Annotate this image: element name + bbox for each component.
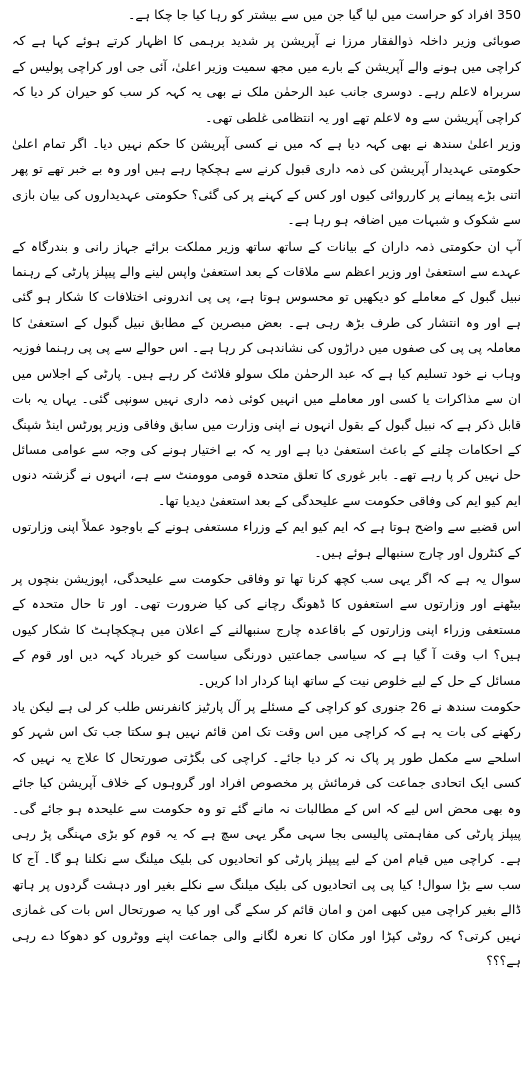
paragraph-conference-conclusion: حکومت سندھ نے 26 جنوری کو کراچی کے مسئلے پر آل پارٹیز کانفرنس طلب کر لی ہے لیکن یاد رکھنے کی بات یہ ہے کہ کراچی میں اس وقت تک امن قائم نہیں ہو سکتا جب تک اس شہر کو اسلحے سے مکمل طور پر پاک نہ کر دیا جائے۔ کراچی کی بگڑتی صورتحال کا علاج یہ نہیں کہ کسی ایک اتحادی جماعت کی فرمائش پر مخصوص افراد اور گروہوں کے خلاف آپریشن کیا جائے وہ بھی محض اس لیے کہ اس کے مطالبات نہ مانے گئے تو وہ حکومت سے علیحدہ ہو جائے گی۔ پیپلز پارٹی کی مفاہمتی پالیسی بجا سہی مگر یہی سچ ہے کہ یہ قوم کو بڑی مہنگی پڑ رہی ہے۔ کراچی میں قیام امن کے لیے پیپلز پارٹی کو اتحادیوں کی بلیک میلنگ سے نکلنا ہو گا۔ آج کا سب سے بڑا سوال! کیا پی پی اتحادیوں کی بلیک میلنگ سے نکلے بغیر اور دہشت گردوں پر ہاتھ ڈالے بغیر کراچی میں کبھی امن و امان قائم کر سکے گی اور کیا یہ صورتحال اس بات کی غمازی نہیں کرتی؟ کہ روٹی کپڑا اور مکان کا نعرہ لگانے والی جماعت اپنے ووٹروں کو دھوکا دے رہی ہے؟؟؟ [12, 698, 521, 969]
paragraph-ministers-control: اس قضیے سے واضح ہوتا ہے کہ ایم کیو ایم کے وزراء مستعفی ہونے کے باوجود عملاً اپنی وزارتوں کے کنٹرول اور چارج سنبھالے ہوئے ہیں۔ [12, 519, 521, 560]
paragraph-home-minister-reaction: صوبائی وزیر داخلہ ذوالفقار مرزا نے آپریشن پر شدید برہمی کا اظہار کرتے ہوئے کہا ہے کہ کراچی میں ہونے والے آپریشن کے بارے میں مجھ سمیت وزیر اعلیٰ، آئی جی اور کراچی پولیس کے سربراہ لاعلم رہے۔ دوسری جانب عبد الرحمٰن ملک نے بھی یہ کہہ کر سب کو حیران کر دیا کہ کراچی آپریشن سے وہ لاعلم تھے اور یہ انتظامی غلطی تھی۔ [12, 33, 521, 125]
paragraph-question: سوال یہ ہے کہ اگر یہی سب کچھ کرنا تھا تو وفاقی حکومت سے علیحدگی، اپوزیشن بنچوں پر بیٹھنے اور وزارتوں سے استعفوں کا ڈھونگ رچانے کی کیا ضرورت تھی۔ اور تا حال متحدہ کے مستعفی وزراء اپنی وزارتوں کے باقاعدہ چارج سنبھالنے کے اعلان میں ہچکچاہٹ کا شکار کیوں ہیں؟ اب وقت آ گیا ہے کہ سیاسی جماعتیں دورنگی سیاست کو خیرباد کہہ دیں اور قوم کے مسائل کے حل کے لیے خلوص نیت کے ساتھ اپنا کردار ادا کریں۔ [12, 570, 521, 688]
paragraph-party-rifts: آپ ان حکومتی ذمہ داران کے بیانات کے ساتھ ساتھ وزیر مملکت برائے جہاز رانی و بندرگاہ کے عہدے سے استعفیٰ اور وزیر اعظم سے ملاقات کے بعد استعفیٰ واپس لینے والے پیپلز پارٹی کے رہنما نبیل گبول کے معاملے کو دیکھیں تو محسوس ہوتا ہے، پی پی اندرونی اختلافات کا شکار ہو گئی ہے اور وہ انتشار کی طرف بڑھ رہی ہے۔ بعض مبصرین کے مطابق نبیل گبول کے استعفیٰ کا معاملہ پی پی کی صفوں میں دراڑوں کی نشاندہی کر رہا ہے۔ اس حوالے سے پی پی رہنما فوزیہ وہاب نے خود تسلیم کیا ہے کہ عبد الرحمٰن ملک سولو فلائٹ کر رہے ہیں۔ پارٹی کے اجلاس میں ان سے مذاکرات یا کسی اور معاملے میں انہیں کوئی ذمہ داری نہیں سونپی گئی۔ یہاں یہ بات قابل ذکر ہے کہ نبیل گبول کے بقول انہوں نے اپنی وزارت میں سابق وفاقی وزیر پورٹس اینڈ شپنگ کے احکامات چلنے کے باعث استعفیٰ دیا ہے اور یہ کہ بے اختیار ہونے کی وجہ سے عوامی مسائل حل نہیں کر پا رہے تھے۔ بابر غوری کا تعلق متحدہ قومی موومنٹ سے ہے، انہوں نے گزشتہ دنوں ایم کیو ایم کی وفاقی حکومت سے علیحدگی کے بعد استعفیٰ دیدیا تھا۔ [12, 238, 521, 508]
paragraph-detentions: 350 افراد کو حراست میں لیا گیا جن میں سے بیشتر کو رہا کیا جا چکا ہے۔ [127, 7, 521, 22]
paragraph-chief-minister-statement: وزیر اعلیٰ سندھ نے بھی کہہ دیا ہے کہ میں نے کسی آپریشن کا حکم نہیں دیا۔ اگر تمام اعلیٰ حکومتی عہدیدار آپریشن کی ذمہ داری قبول کرنے سے ہچکچا رہے ہیں اور وہ بے خبر تھے تو پھر اتنی بڑے پیمانے پر کارروائی کیوں اور کس کے کہنے پر کی گئی؟ حکومتی عہدیداروں کی بیان بازی سے شکوک و شبہات میں اضافہ ہو رہا ہے۔ [12, 136, 521, 228]
